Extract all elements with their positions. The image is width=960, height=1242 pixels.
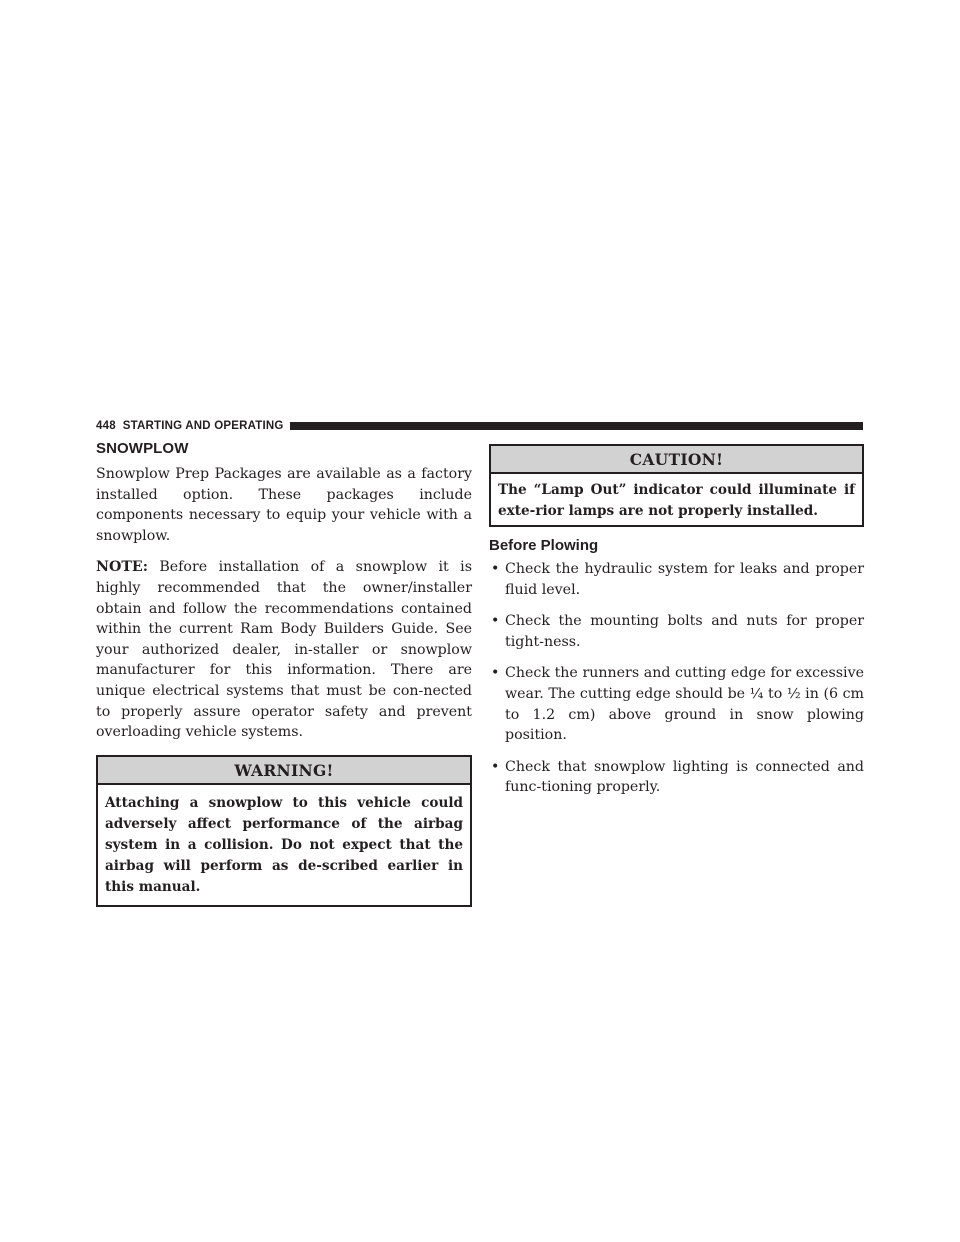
- bullet-icon: •: [491, 665, 500, 682]
- list-item-text: Check the hydraulic system for leaks and proper fluid level.: [505, 561, 864, 598]
- list-item: [489, 559, 864, 600]
- before-plowing-list: [489, 559, 864, 798]
- list-item: [489, 663, 864, 745]
- warning-title: WARNING!: [98, 757, 470, 785]
- caution-box: [489, 444, 864, 527]
- right-column: [489, 444, 864, 809]
- list-item-text: Check the runners and cutting edge for excessive wear. The cutting edge should be ¼ to ½ in (6 cm to 1.2 cm) above ground in snow plowing position.: [505, 665, 864, 744]
- snowplow-note: [96, 557, 472, 742]
- caution-text: The “Lamp Out” indicator could illuminate if exte-rior lamps are not properly installed.: [498, 482, 855, 519]
- before-plowing-heading: Before Plowing: [489, 537, 599, 554]
- list-item-text: Check the mounting bolts and nuts for proper tight-ness.: [505, 613, 864, 650]
- snowplow-intro: Snowplow Prep Packages are available as a factory installed option. These packages include components necessary to equip your vehicle with a snowplow.: [96, 466, 472, 544]
- list-item: [489, 611, 864, 652]
- snowplow-heading: SNOWPLOW: [96, 440, 189, 457]
- list-item: [489, 757, 864, 798]
- page-header: [96, 419, 863, 433]
- left-column: [96, 440, 472, 907]
- warning-text: Attaching a snowplow to this vehicle could adversely affect performance of the airbag system in a collision. Do not expect that the airbag will perform as de-scribed earlier in this manual.: [105, 794, 463, 895]
- bullet-icon: •: [491, 613, 500, 630]
- list-item-text: Check that snowplow lighting is connected and func-tioning properly.: [505, 758, 864, 796]
- note-text: Before installation of a snowplow it is highly recommended that the owner/installer obtain and follow the recommendations contained within the current Ram Body Builders Guide. See your authorized dealer, in-staller or snowplow manufacturer for this information. There are unique electrical systems that must be con-nected to properly assure operator safety and prevent overloading vehicle systems.: [96, 559, 472, 741]
- caution-title: CAUTION!: [491, 446, 862, 474]
- warning-box: [96, 755, 472, 907]
- note-label: NOTE:: [96, 559, 148, 576]
- section-title: STARTING AND OPERATING: [122, 420, 284, 432]
- header-rule: [290, 422, 863, 430]
- page-number: 448: [96, 420, 116, 432]
- bullet-icon: •: [491, 561, 500, 577]
- bullet-icon: •: [491, 758, 500, 775]
